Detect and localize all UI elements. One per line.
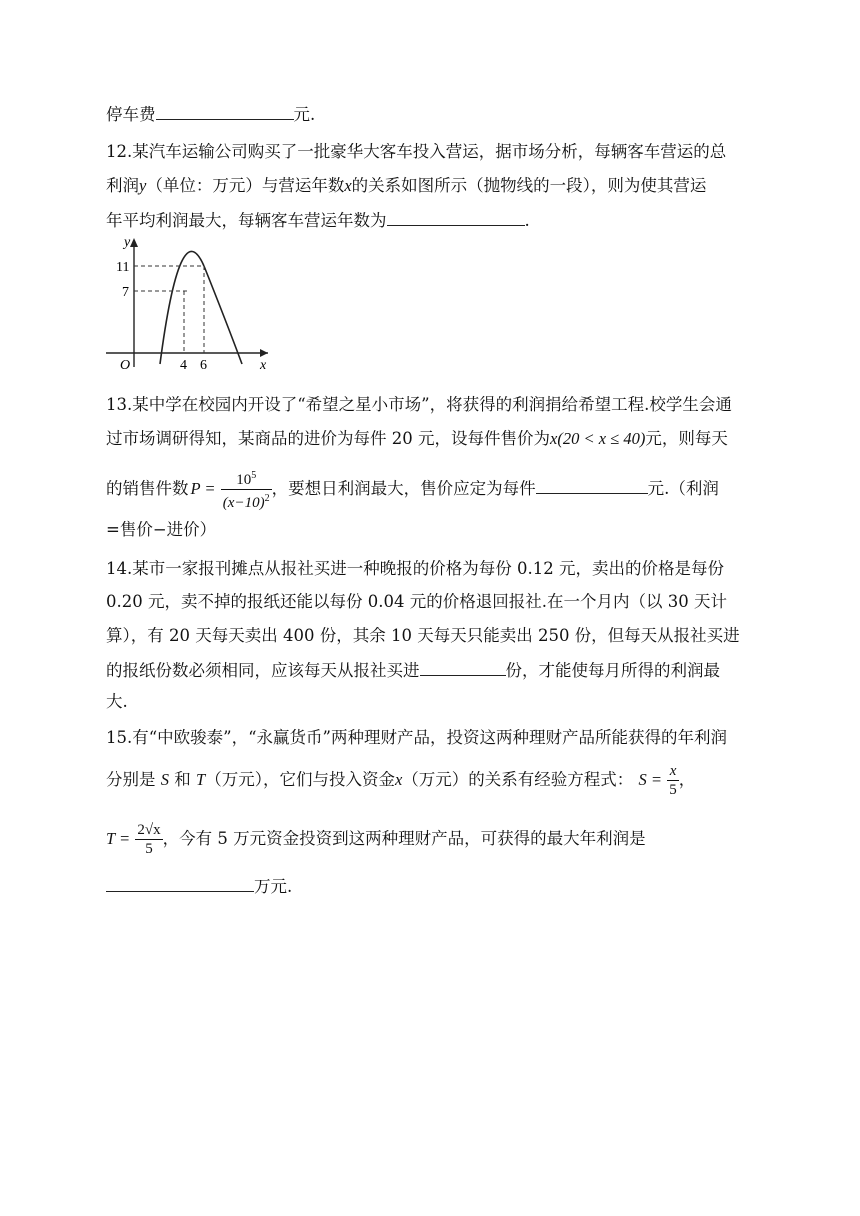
q15-line3: T = $\frac{2√x}{5}$ ，今有 5 万元资金投资到这两种理财产品，可获得的最大年利润是 <box>106 822 646 857</box>
q11-unit: 元. <box>293 105 316 124</box>
q12-line3: 年平均利润最大，每辆客车营运年数为 . <box>106 207 530 233</box>
q11-answer-blank[interactable] <box>156 101 294 120</box>
q15-line4: 万元. <box>106 873 292 899</box>
q12-answer-blank[interactable] <box>387 207 525 226</box>
q14-answer-blank[interactable] <box>420 657 506 676</box>
y-axis-label: y <box>124 235 131 250</box>
P-equals: P = <box>190 479 216 498</box>
q12-line2: 利润y（单位：万元）与营运年数x的关系如图所示（抛物线的一段），则为使其营运 <box>106 176 707 195</box>
origin-label: O <box>120 358 131 372</box>
q15-line1: 15.有“中欧骏泰”，“永赢货币”两种理财产品，投资这两种理财产品所能获得的年利润 <box>106 728 727 747</box>
variable-y: y <box>139 176 147 195</box>
q14-line2: 0.20 元，卖不掉的报纸还能以每份 0.04 元的价格退回报社.在一个月内（以 30 天计 <box>106 592 727 611</box>
q14-line1: 14.某市一家报刊摊点从报社买进一种晚报的价格为每份 0.12 元，卖出的价格是每份 <box>106 559 724 578</box>
q14-line5: 大. <box>106 692 128 711</box>
y-tick-7: 7 <box>122 285 129 300</box>
q13-line4: =售价−进价） <box>106 520 217 539</box>
sales-fraction: $\frac{10^5}{(x-10)^2}$ <box>221 467 272 512</box>
q13-line2: 过市场调研得知，某商品的进价为每件 20 元，设每件售价为x(20 < x ≤ 40)元，则每天 <box>106 429 728 448</box>
q11-text: 停车费 <box>106 105 156 124</box>
q13-line1: 13.某中学在校园内开设了“希望之星小市场”，将获得的利润捐给希望工程.校学生会通 <box>106 395 732 414</box>
x-tick-6: 6 <box>200 358 207 372</box>
q12-line1: 12.某汽车运输公司购买了一批豪华大客车投入营运，据市场分析，每辆客车营运的总 <box>106 142 727 161</box>
q13-answer-blank[interactable] <box>536 475 648 494</box>
S-fraction: $\frac{x}{5}$ <box>669 763 677 798</box>
T-fraction: $\frac{2√x}{5}$ <box>137 822 161 857</box>
T-equals: T = <box>106 829 131 848</box>
x-axis-arrow <box>260 349 268 357</box>
price-range-math: x(20 < x ≤ 40) <box>550 429 646 448</box>
S-equals: S = <box>638 770 663 789</box>
y-tick-11: 11 <box>116 260 130 275</box>
x-axis-label: x <box>260 358 267 372</box>
parabola-graph <box>100 232 280 372</box>
y-axis-arrow <box>130 238 138 247</box>
q13-line3: 的销售件数 P = $\frac{10^5}{(x-10)^2}$ ，要想日利润最大，售价应定为每件 元.（利润 <box>106 467 719 512</box>
parabola-left <box>160 251 204 364</box>
q14-line3: 算），有 20 天每天卖出 400 份，其余 10 天每天只能卖出 250 份，但每天从报社买进 <box>106 626 740 645</box>
parabola-right <box>204 266 242 364</box>
q14-line4: 的报纸份数必须相同，应该每天从报社买进 份，才能使每月所得的利润最 <box>106 657 720 683</box>
x-tick-4: 4 <box>180 358 187 372</box>
q11-tail <box>106 101 315 127</box>
q15-line2: 分别是 S 和 T（万元），它们与投入资金x（万元）的关系有经验方程式： S = $\frac{x}{5}$ ， <box>106 763 696 798</box>
q15-answer-blank[interactable] <box>106 873 254 892</box>
variable-x: x <box>344 176 352 195</box>
